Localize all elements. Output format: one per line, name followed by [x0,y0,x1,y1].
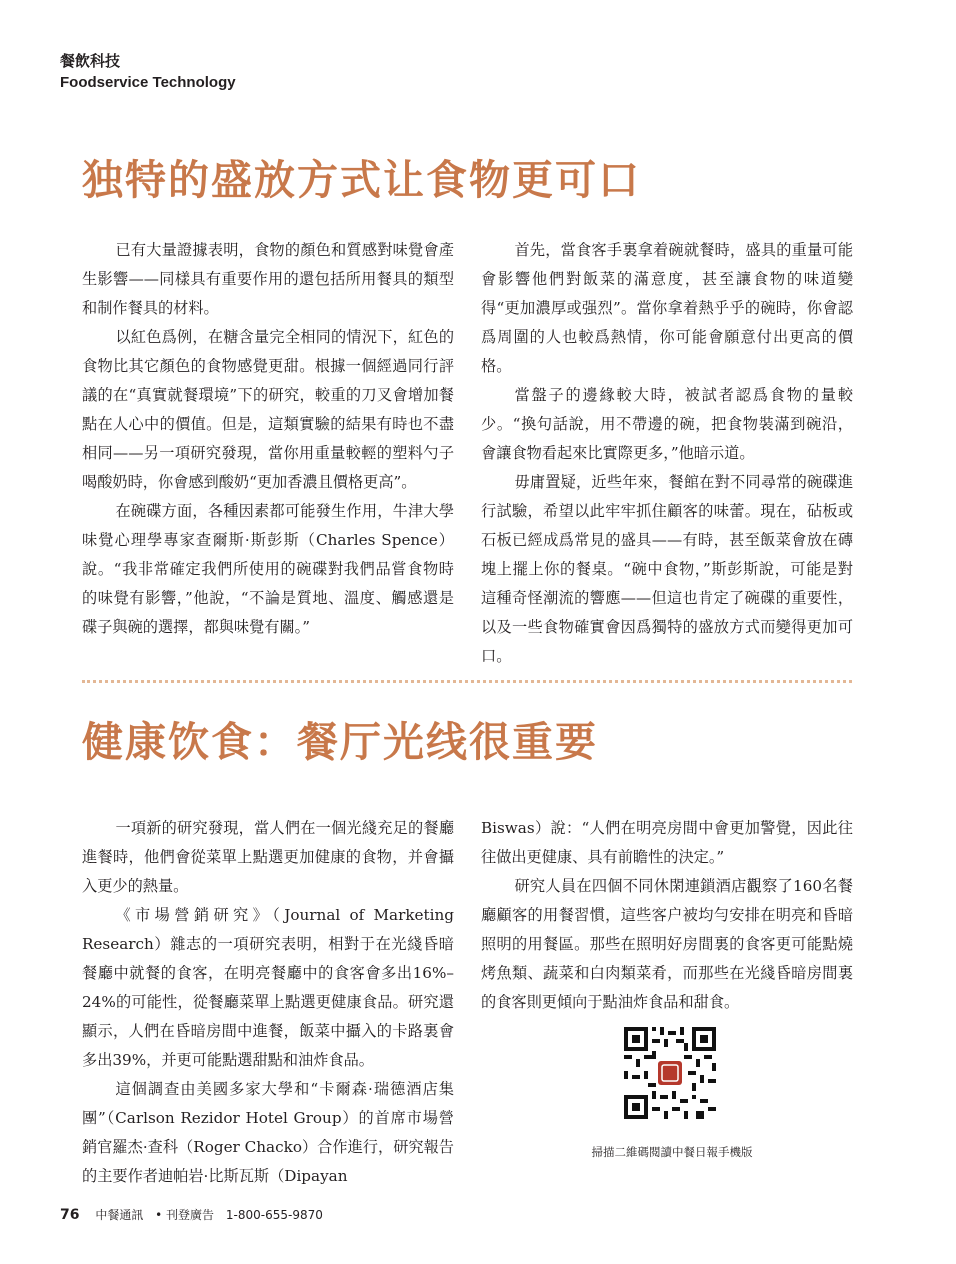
qr-caption: 掃描二維碼閱讀中餐日報手機版 [591,1145,753,1159]
paragraph: 這個調查由美國多家大學和“卡爾森·瑞德酒店集團”（Carlson Rezidor Hotel Group）的首席市場營銷官羅杰·查科（Roger Chacko）合作進行，研究報告的主要作者迪帕岩·比斯瓦斯（Dipayan [82,1080,454,1185]
article2-title: 健康饮食：餐厅光线很重要 [82,718,598,766]
page-number: 76 [60,1207,80,1223]
page-footer [60,1206,331,1223]
paragraph: 以紅色爲例，在糖含量完全相同的情況下，紅色的食物比其它顏色的食物感覺更甜。根據一個經過同行評議的在“真實就餐環境”下的研究，較重的刀叉會增加餐點在人心中的價值。但是，這類實驗的結果有時也不盡相同——另一項研究發現，當你用重量較輕的塑料勺子喝酸奶時，你會感到酸奶“更加香濃且價格更高”。 [82,328,454,491]
paragraph-continued: Biswas）說：“人們在明亮房間中會更加警覺，因此往往做出更健康、具有前瞻性的決定。” [481,819,853,866]
paragraph: 毋庸置疑，近些年來，餐館在對不同尋常的碗碟進行試驗，希望以此牢牢抓住顧客的味蕾。現在，砧板或石板已經成爲常見的盛具——有時，甚至飯菜會放在磚塊上擺上你的餐桌。“碗中食物，”斯彭斯說，可能是對這種奇怪潮流的響應——但這也肯定了碗碟的重要性，以及一些食物確實會因爲獨特的盛放方式而變得更加可口。 [481,473,853,665]
publication-name: 中餐通訊 [95,1208,144,1222]
article2-right-column [481,814,853,1017]
paragraph: 研究人員在四個不同休閑連鎖酒店觀察了160名餐廳顧客的用餐習慣，這些客户被均勻安排在明亮和昏暗照明的用餐區。那些在照明好房間裏的食客更可能點燒烤魚類、蔬菜和白肉類菜肴，而那些在光綫昏暗房間裏的食客則更傾向于點油炸食品和甜食。 [481,877,853,1011]
article1-title: 独特的盛放方式让食物更可口 [82,156,641,204]
paragraph: 已有大量證據表明，食物的顏色和質感對味覺會產生影響——同樣具有重要作用的還包括所用餐具的類型和制作餐具的材料。 [82,241,454,317]
paragraph: 首先，當食客手裏拿着碗就餐時，盛具的重量可能會影響他們對飯菜的滿意度，甚至讓食物的味道變得“更加濃厚或强烈”。當你拿着熱乎乎的碗時，你會認爲周圍的人也較爲熱情，你可能會願意付出更高的價格。 [481,241,853,375]
phone-number: 1-800-655-9870 [225,1208,323,1222]
paragraph: 一項新的研究發現，當人們在一個光綫充足的餐廳進餐時，他們會從菜單上點選更加健康的食物，并會攝入更少的熱量。 [82,819,454,895]
ad-label: • 刊登廣告 [155,1208,215,1222]
section-label-zh: 餐飲科技 [60,52,121,70]
qr-code-icon[interactable] [622,1025,718,1121]
paragraph: 《市場營銷研究》（Journal of Marketing Research）雜志的一項研究表明，相對于在光綫昏暗餐廳中就餐的食客，在明亮餐廳中的食客會多出16%–24%的可能性，從餐廳菜單上點選更健康食品。研究還顯示，人們在昏暗房間中進餐，飯菜中攝入的卡路裏會多出39%，并更可能點選甜點和油炸食品。 [82,906,454,1069]
paragraph: 在碗碟方面，各種因素都可能發生作用，牛津大學味覺心理學專家查爾斯·斯彭斯（Charles Spence）說。“我非常確定我們所使用的碗碟對我們品嘗食物時的味覺有影響，”他說，“不論是質地、溫度、觸感還是碟子與碗的選擇，都與味覺有關。” [82,502,454,636]
section-divider [82,680,852,683]
section-label-en: Foodservice Technology [60,74,236,91]
article2-left-column [82,814,454,1191]
paragraph: 當盤子的邊緣較大時，被試者認爲食物的量較少。“換句話說，用不帶邊的碗，把食物裝滿到碗沿，會讓食物看起來比實際更多，”他暗示道。 [481,386,853,462]
article1-right-column [481,236,853,671]
article1-left-column [82,236,454,642]
